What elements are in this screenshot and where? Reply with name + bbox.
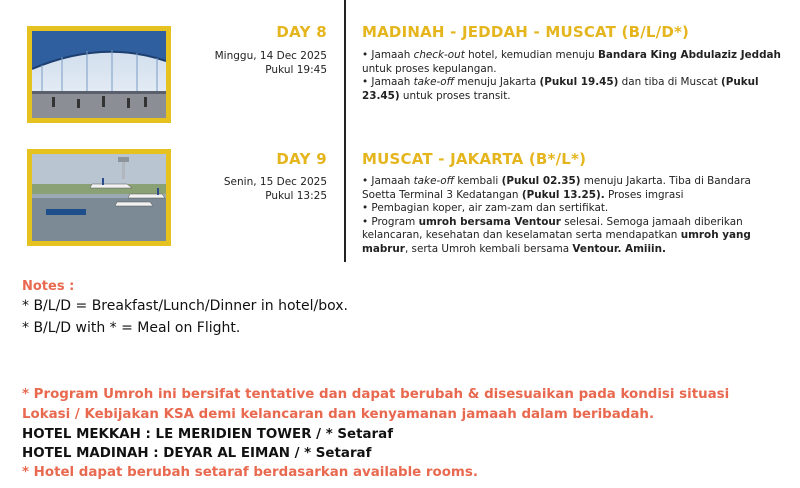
note-line: * B/L/D with * = Meal on Flight. (22, 320, 241, 336)
airport-apron-airplanes-image (32, 154, 166, 241)
description-text: umroh yang mabrur (362, 229, 751, 255)
description-text: Bandara King Abdulaziz Jeddah (597, 49, 781, 61)
description-text: Proses imgrasi (604, 188, 684, 201)
description-text: untuk proses transit. (399, 89, 511, 102)
description-text: menuju Jakarta (454, 76, 540, 89)
notes-title: Notes : (22, 279, 75, 294)
description-bullet (362, 202, 782, 216)
airport-terminal-interior-image (32, 31, 166, 118)
day-label: DAY 9 (276, 150, 327, 168)
timeline-divider (344, 0, 346, 262)
note-line: * B/L/D = Breakfast/Lunch/Dinner in hotel/box. (22, 298, 348, 314)
hotel-mekkah: HOTEL MEKKAH : LE MERIDIEN TOWER / * Setaraf (22, 427, 394, 442)
description-text: • Pembagian koper, air zam-zam dan sertifikat. (362, 202, 609, 215)
day-9-photo (27, 149, 171, 246)
description-text: selesai. Semoga jamaah diberikan kelancaran, kesehatan dan keselamatan serta mendapatkan (362, 215, 743, 242)
day-label: DAY 8 (276, 23, 327, 41)
description-text: • Jamaah (362, 76, 414, 89)
description-text: dan tiba di Muscat (618, 76, 721, 89)
description-text: umroh bersama Ventour (418, 215, 561, 228)
description-text: take-off (413, 175, 455, 187)
day-date: Minggu, 14 Dec 2025 (214, 50, 327, 62)
description-text: untuk proses kepulangan. (362, 62, 497, 75)
description-text: • Jamaah (362, 175, 414, 187)
description-text: (Pukul 19.45) (539, 76, 619, 89)
description-bullet (362, 49, 782, 76)
description-bullet (362, 175, 782, 202)
description-bullet (362, 76, 782, 103)
description-text: (Pukul 23.45) (362, 76, 759, 102)
description-text: hotel, kemudian menuju (464, 49, 598, 61)
description-text: • Program (362, 215, 419, 228)
day-date: Senin, 15 Dec 2025 (223, 176, 327, 188)
description-text: , serta Umroh kembali bersama (404, 242, 573, 255)
hotel-note: * Hotel dapat berubah setaraf berdasarkan available rooms. (22, 465, 478, 480)
description-text: • Jamaah (362, 49, 414, 61)
description-text: take-off (413, 76, 455, 89)
program-disclaimer: * Program Umroh ini bersifat tentative dan dapat berubah & disesuaikan pada kondisi situasi Lokasi / Kebijakan KSA demi kelancaran dan kenyamanan jamaah dalam beribadah. (22, 387, 730, 422)
day-time: Pukul 13:25 (265, 190, 327, 202)
description-text: kembali (454, 175, 502, 187)
description-text: check-out (413, 49, 465, 61)
hotel-madinah: HOTEL MADINAH : DEYAR AL EIMAN / * Setaraf (22, 446, 372, 461)
description-text: menuju Jakarta. Tiba di Bandara Soetta Terminal 3 Kedatangan (362, 175, 751, 201)
day-time: Pukul 19:45 (265, 64, 327, 76)
description-text: Ventour. Amiiin. (572, 242, 666, 255)
route-title: MUSCAT - JAKARTA (B*/L*) (362, 150, 587, 168)
route-title: MADINAH - JEDDAH - MUSCAT (B/L/D*) (362, 23, 690, 41)
description-bullet (362, 216, 782, 257)
day-description (362, 49, 782, 103)
day-description (362, 175, 782, 257)
description-text: (Pukul 13.25). (521, 188, 605, 201)
description-text: (Pukul 02.35) (501, 175, 581, 187)
day-8-photo (27, 26, 171, 123)
